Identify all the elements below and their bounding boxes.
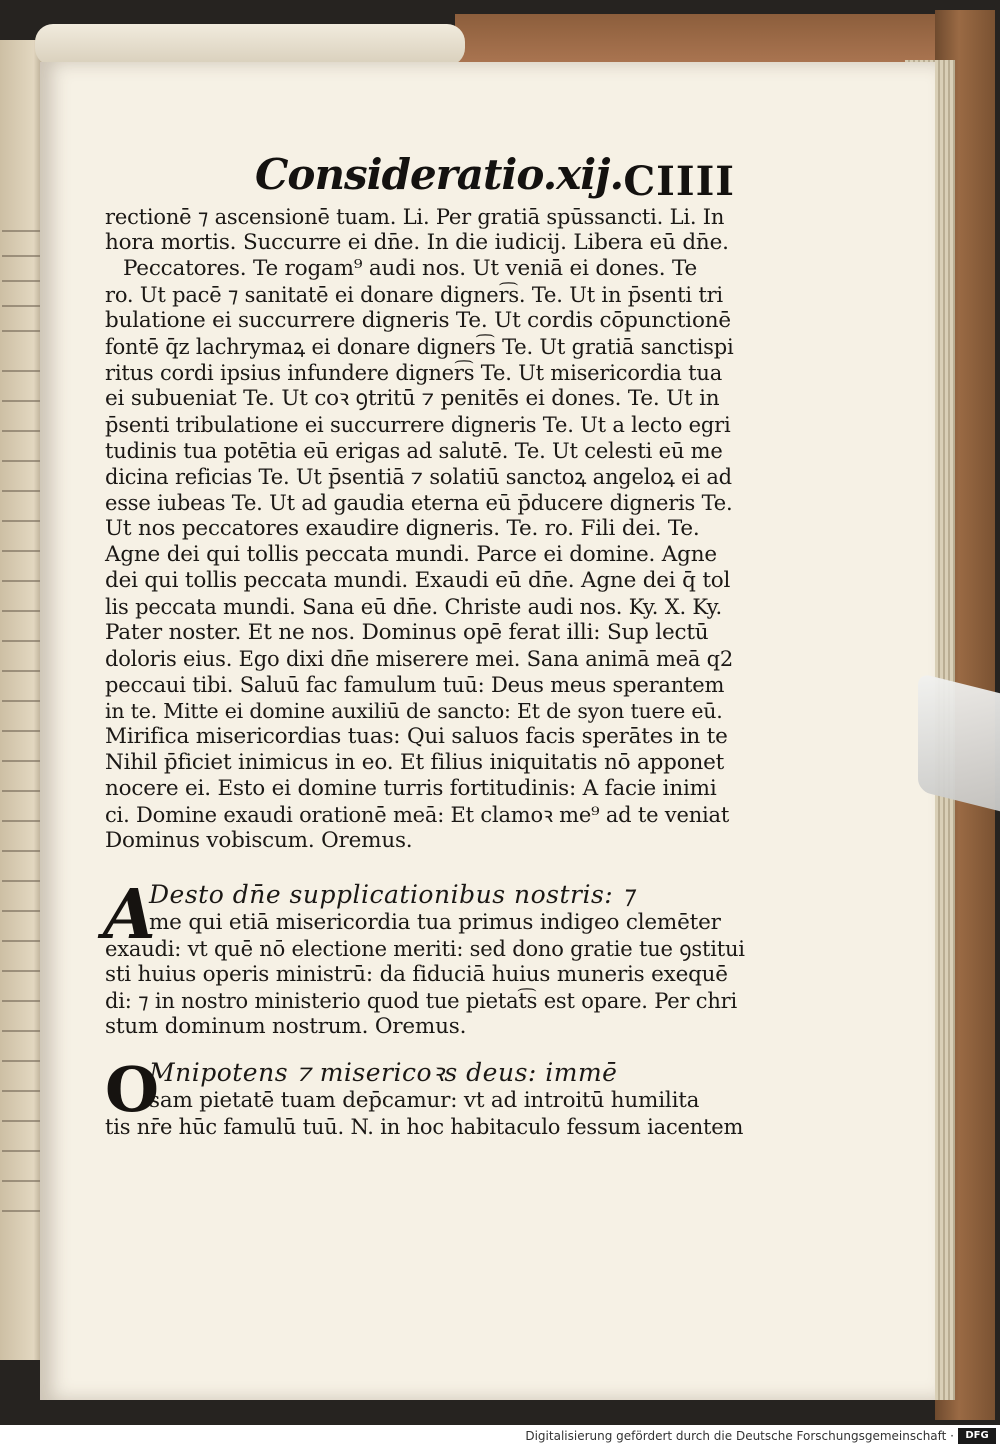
- text-line: peccaui tibi. Saluū fac famulum tuū: Deus meus sperantem: [105, 673, 725, 697]
- text-line: exaudi: vt quē nō electione meriti: sed dono gratie tue ꝯstitui: [105, 937, 745, 961]
- decorated-initial: A: [103, 875, 156, 955]
- text-line: in te. Mitte ei domine auxiliū de sancto: Et de syon tuere eū.: [105, 699, 723, 723]
- text-line: nocere ei. Esto ei domine turris fortitudinis: A facie inimi: [105, 776, 717, 801]
- litany-text: [105, 204, 735, 854]
- binding-board-top: [455, 14, 985, 62]
- text-line: Mirifica misericordias tuas: Qui saluos facis sperātes in te: [105, 724, 728, 749]
- page-header: [255, 150, 735, 210]
- running-title: Consideratio.xij.: [255, 150, 624, 199]
- text-line: lis peccata mundi. Sana eū dn̄e. Christe audi nos. Ky. X. Ky.: [105, 595, 722, 619]
- text-line: sam pietatē tuam dep̄camur: vt ad introitū humilita: [149, 1088, 700, 1113]
- dfg-logo: DFG: [958, 1428, 996, 1444]
- text-line: tudinis tua potētia eū erigas ad salutē. Te. Ut celesti eū me: [105, 439, 723, 463]
- text-line: ro. Ut pacē ⁊ sanitatē ei donare digner͡s. Te. Ut in p̄senti tri: [105, 283, 723, 307]
- text-line: Ut nos peccatores exaudire digneris. Te. ro. Fili dei. Te.: [105, 516, 700, 541]
- digitization-footer: [0, 1425, 1000, 1447]
- text-line: stum dominum nostrum. Oremus.: [105, 1014, 467, 1039]
- decorated-initial: O: [105, 1053, 160, 1126]
- text-line: dei qui tollis peccata mundi. Exaudi eū dn̄e. Agne dei q̄ tol: [105, 568, 731, 593]
- text-line: ci. Domine exaudi orationē meā: Et clamoꝛ me⁹ ad te veniat: [105, 803, 730, 827]
- folio-number: CIIII: [623, 158, 735, 205]
- bookmark-strip: [918, 673, 1000, 811]
- text-line: doloris eius. Ego dixi dn̄e miserere mei. Sana animā meā q2: [105, 647, 734, 671]
- text-line: me qui etiā misericordia tua primus indigeo clemēter: [149, 910, 721, 935]
- text-line: Mnipotens ⁊ misericoꝛs deus: immē: [149, 1058, 618, 1087]
- spine-tape: [35, 24, 465, 66]
- text-line: hora mortis. Succurre ei dn̄e. In die iudicij. Libera eū dn̄e.: [105, 230, 729, 255]
- funding-credit: Digitalisierung gefördert durch die Deutsche Forschungsgemeinschaft ·: [525, 1429, 954, 1443]
- text-line: Pater noster. Et ne nos. Dominus opē ferat illi: Sup lectū: [105, 620, 709, 645]
- text-line: fontē q̄z lachrymaꝝ ei donare digner͡s Te. Ut gratiā sanctispi: [105, 335, 734, 359]
- text-line: tis nr̄e hūc famulū tuū. N. in hoc habitaculo fessum iacentem: [105, 1115, 744, 1139]
- text-line: Agne dei qui tollis peccata mundi. Parce ei domine. Agne: [105, 542, 717, 567]
- text-line: dicina reficias Te. Ut p̄sentiā ⁊ solatiū sanctoꝝ angeloꝝ ei ad: [105, 465, 732, 489]
- text-line: Peccatores. Te rogam⁹ audi nos. Ut veniā ei dones. Te: [123, 256, 697, 281]
- text-line: p̄senti tribulatione ei succurrere digneris Te. Ut a lecto egri: [105, 413, 731, 437]
- text-line: Desto dn̄e supplicationibus nostris: ⁊: [149, 880, 635, 909]
- text-line: ritus cordi ipsius infundere digner͡s Te. Ut misericordia tua: [105, 361, 723, 385]
- text-line: rectionē ⁊ ascensionē tuam. Li. Per gratiā spūssancti. Li. In: [105, 205, 725, 229]
- text-line: Dominus vobiscum. Oremus.: [105, 828, 413, 853]
- text-line: Nihil p̄ficiet inimicus in eo. Et filius iniquitatis nō apponet: [105, 750, 725, 775]
- text-line: di: ⁊ in nostro ministerio quod tue pietat͡s est opare. Per chri: [105, 989, 738, 1013]
- text-line: esse iubeas Te. Ut ad gaudia eterna eū p̄ducere digneris Te.: [105, 491, 733, 515]
- text-line: ei subueniat Te. Ut coꝛ ꝯtritū ⁊ penitēs ei dones. Te. Ut in: [105, 386, 720, 411]
- collect-omnipotens: [105, 1053, 745, 1140]
- text-line: sti huius operis ministrū: da fiduciā huius muneris exequē: [105, 962, 728, 987]
- text-line: bulatione ei succurrere digneris Te. Ut cordis cōpunctionē: [105, 308, 731, 333]
- collect-adesto: [103, 875, 745, 1040]
